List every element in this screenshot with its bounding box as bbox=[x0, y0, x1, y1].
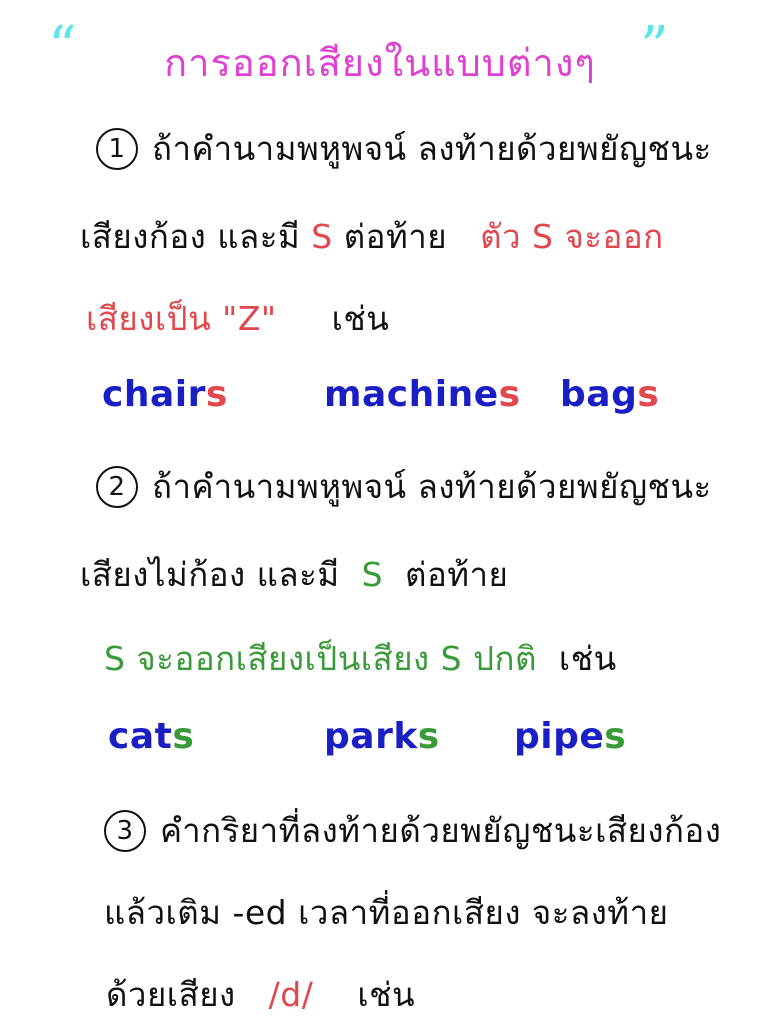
example-ending: s bbox=[205, 374, 228, 415]
rule3-text-3a: ด้วยเสียง bbox=[106, 975, 236, 1014]
rule3-number-badge: 3 bbox=[104, 810, 146, 852]
rule1-text-1: ถ้าคำนามพหูพจน์ ลงท้ายด้วยพยัญชนะ bbox=[152, 129, 712, 168]
title-banner bbox=[0, 14, 776, 94]
rule2-text-3-green: S จะออกเสียงเป็นเสียง S ปกติ bbox=[104, 639, 537, 678]
rule1-text-2b: ต่อท้าย bbox=[343, 217, 448, 256]
rule1-line1 bbox=[96, 122, 712, 175]
rule1-example-1 bbox=[102, 374, 228, 415]
open-quote-mark: “ bbox=[48, 15, 77, 80]
rule2-number-badge: 2 bbox=[96, 466, 138, 508]
rule1-line2 bbox=[80, 210, 664, 263]
rule3-line3 bbox=[106, 968, 415, 1021]
rule1-s-letter: S bbox=[311, 217, 333, 256]
rule3-d-sound: /d/ bbox=[268, 975, 314, 1014]
rule3-line1 bbox=[104, 804, 721, 857]
rule3-line2 bbox=[104, 886, 668, 939]
rule3-text-3b: เช่น bbox=[357, 975, 416, 1014]
example-ending: s bbox=[604, 716, 627, 757]
rule2-example-3 bbox=[514, 716, 626, 757]
rule2-text-3b: เช่น bbox=[558, 639, 617, 678]
page-title: การออกเสียงในแบบต่างๆ bbox=[164, 41, 596, 85]
rule3-text-1: คำกริยาที่ลงท้ายด้วยพยัญชนะเสียงก้อง bbox=[160, 811, 722, 850]
example-stem: park bbox=[324, 716, 418, 757]
example-ending: s bbox=[417, 716, 440, 757]
rule2-line1 bbox=[96, 460, 712, 513]
example-ending: s bbox=[498, 374, 521, 415]
example-ending: s bbox=[637, 374, 660, 415]
rule1-text-3b: เช่น bbox=[331, 299, 390, 338]
rule1-line3 bbox=[86, 292, 389, 345]
rule2-line2 bbox=[80, 548, 508, 601]
rule2-text-2b: ต่อท้าย bbox=[405, 555, 509, 594]
example-stem: machine bbox=[324, 374, 499, 415]
rule1-example-3 bbox=[560, 374, 659, 415]
rule1-example-2 bbox=[324, 374, 521, 415]
rule3-text-2: แล้วเติม -ed เวลาที่ออกเสียง จะลงท้าย bbox=[104, 893, 669, 932]
rule2-example-1 bbox=[108, 716, 194, 757]
rule2-example-2 bbox=[324, 716, 440, 757]
example-ending: s bbox=[172, 716, 195, 757]
rule2-s-letter: S bbox=[361, 555, 384, 594]
example-stem: bag bbox=[560, 374, 638, 415]
example-stem: cat bbox=[108, 716, 173, 757]
rule1-text-3-red: เสียงเป็น "Z" bbox=[86, 299, 277, 338]
rule1-text-2a: เสียงก้อง และมี bbox=[80, 217, 301, 256]
rule1-text-2-red: ตัว S จะออก bbox=[480, 217, 664, 256]
rule1-number-badge: 1 bbox=[96, 128, 138, 170]
example-stem: pipe bbox=[514, 716, 605, 757]
rule2-text-1: ถ้าคำนามพหูพจน์ ลงท้ายด้วยพยัญชนะ bbox=[152, 467, 712, 506]
rule2-line3 bbox=[104, 632, 617, 685]
close-quote-mark: ” bbox=[640, 15, 669, 80]
example-stem: chair bbox=[102, 374, 206, 415]
rule2-text-2a: เสียงไม่ก้อง และมี bbox=[80, 555, 340, 594]
